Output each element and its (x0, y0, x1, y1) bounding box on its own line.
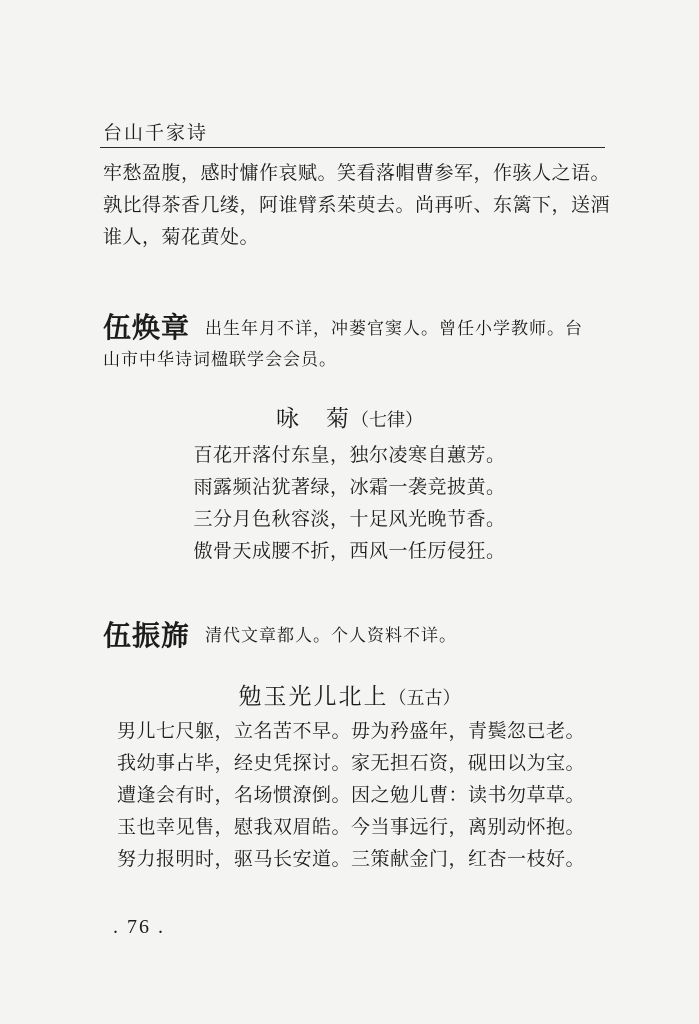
poem-form: （七律） (351, 410, 423, 431)
verse-line: 雨露频沾犹著绿，冰霜一袭竞披黄。 (193, 476, 506, 498)
author-name: 伍焕章 (103, 311, 191, 344)
poem-title (0, 678, 699, 711)
verse-line: 傲骨天成腰不折，西风一任厉侵狂。 (193, 540, 506, 562)
author-bio: 山市中华诗词楹联学会会员。 (103, 350, 337, 370)
verse-line: 努力报明时，驱马长安道。三策献金门，红杏一枝好。 (117, 848, 586, 870)
running-head: 台山千家诗 (103, 122, 209, 144)
verse-line: 男儿七尺躯，立名苦不早。毋为矜盛年，青鬓忽已老。 (117, 720, 586, 742)
continuation-line: 牢愁盈腹，感时慵作哀赋。笑看落帽曹参军，作骇人之语。 (103, 162, 611, 184)
continuation-line: 谁人，菊花黄处。 (103, 226, 260, 248)
verse-line: 我幼事占毕，经史凭探讨。家无担石资，砚田以为宝。 (117, 752, 586, 774)
header-rule (100, 147, 605, 148)
poem-title-text: 咏 菊 (276, 406, 351, 432)
poem-form: （五古） (388, 688, 461, 709)
verse-line: 百花开落付东皇，独尔凌寒自蕙芳。 (193, 444, 506, 466)
poem-title (0, 400, 699, 433)
verse-line: 遭逢会有时，名场惯潦倒。因之勉儿曹：读书勿草草。 (117, 784, 586, 806)
continuation-line: 孰比得茶香几缕，阿谁臂系茱萸去。尚再听、东篱下，送酒 (103, 194, 611, 216)
author-bio: 出生年月不详，冲蒌官窦人。曾任小学教师。台 (205, 319, 583, 339)
poem-title-text: 勉玉光儿北上 (238, 684, 389, 710)
verse-line: 玉也幸见售，慰我双眉皓。今当事远行，离别动怀抱。 (117, 816, 586, 838)
author-bio: 清代文章都人。个人资料不详。 (205, 626, 457, 646)
author-name: 伍振旆 (103, 619, 191, 652)
verse-line: 三分月色秋容淡，十足风光晚节香。 (193, 508, 506, 530)
page-number: . 76 . (113, 916, 165, 938)
